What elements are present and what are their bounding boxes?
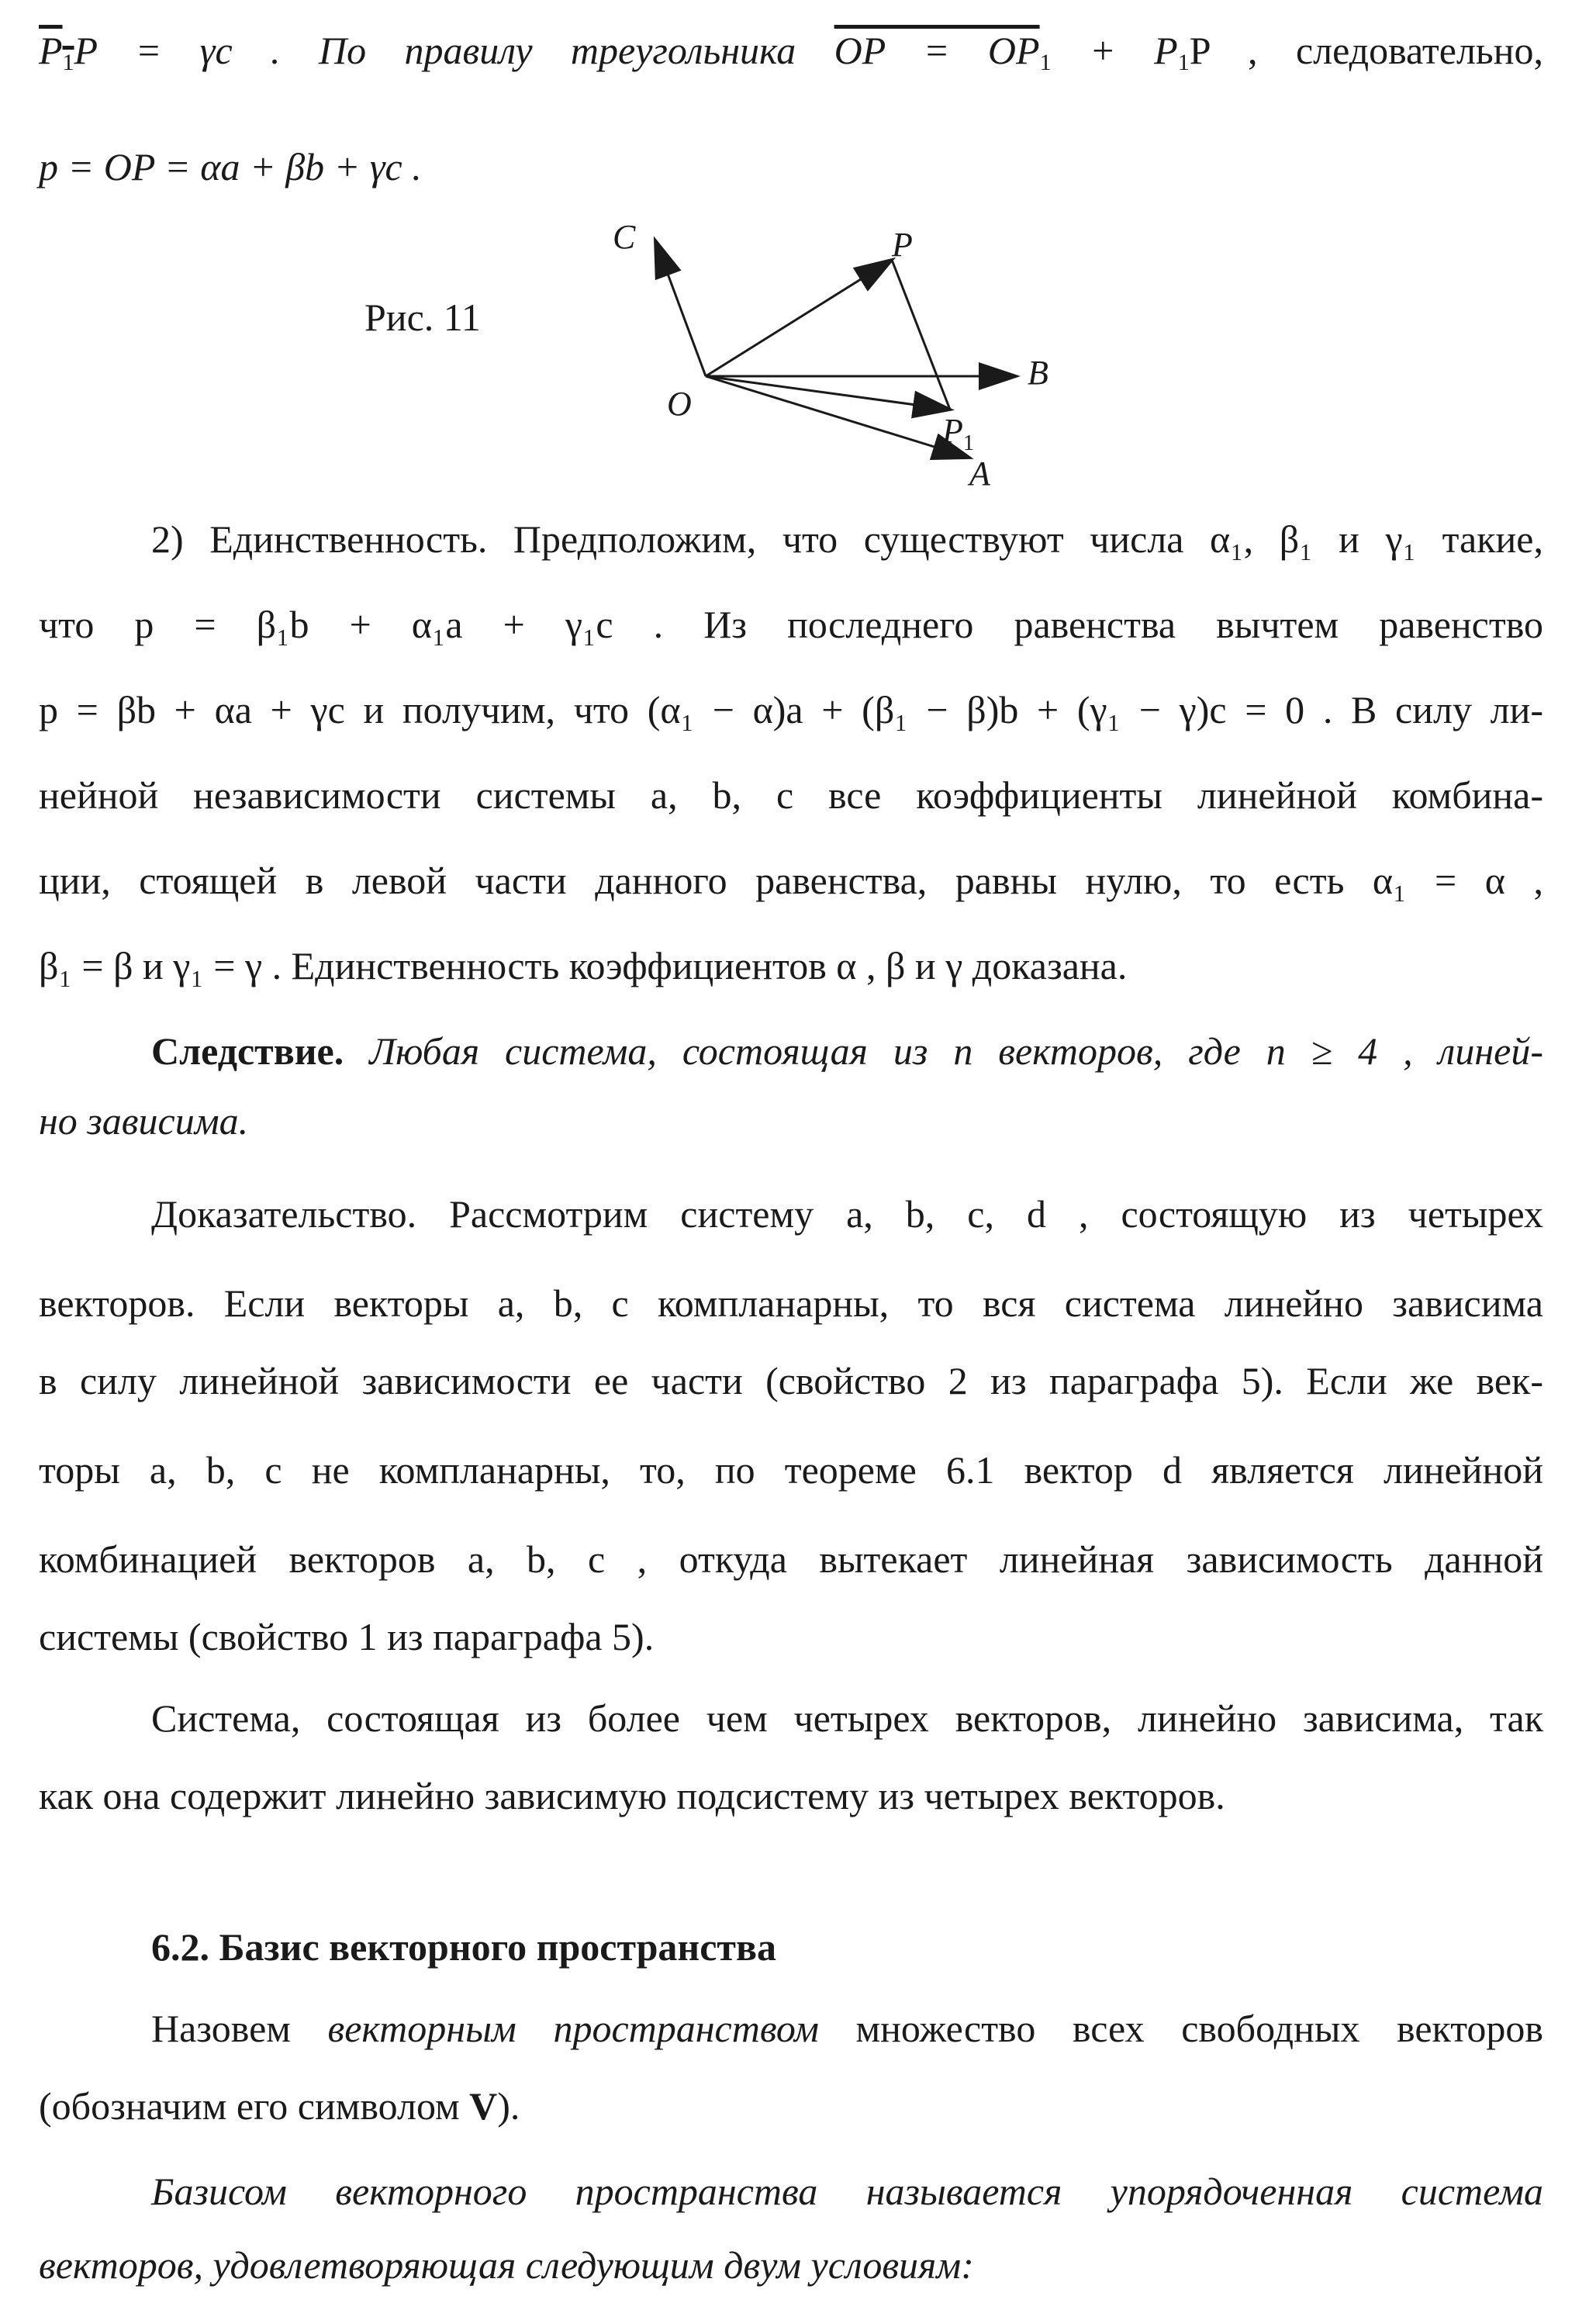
text-line-19 <box>39 2001 1543 2056</box>
label-C: C <box>613 218 636 256</box>
corollary-line-1 <box>39 1024 1543 1078</box>
text-fragment: (обозначим его символом <box>39 2084 470 2128</box>
text-line-14: торы a, b, c не компланарны, то, по теореме 6.1 вектор d является линейной <box>39 1448 1543 1492</box>
vector-OP-arrow <box>706 260 892 376</box>
text-line-20 <box>39 2079 1543 2133</box>
corollary-text: Любая система, состоящая из n векторов, где n ≥ 4 , линей- <box>344 1029 1543 1073</box>
definition-text: Базисом векторного пространства называется упорядоченная система <box>151 2170 1543 2213</box>
label-O: O <box>667 385 692 423</box>
text-line-1: $P_1P = \gamma c$ . По правилу треугольника OP = $OP_1 + P_1P$ , следовательно, <box>39 29 1543 75</box>
text-line-12: векторов. Если векторы a, b, c компланарны, то вся система линейно зависима <box>39 1281 1543 1325</box>
text-line-17: Система, состоящая из более чем четырех векторов, линейно зависима, так <box>151 1696 1543 1740</box>
corollary-text-end: но зависима. <box>39 1099 249 1143</box>
text-line-3: 2) Единственность. Предположим, что существуют числа α₁, β₁ и γ₁ такие, <box>151 517 1543 561</box>
figure-caption: Рис. 11 <box>364 296 481 339</box>
text-fragment: P , следовательно, <box>1189 29 1543 72</box>
symbol-V: V <box>469 2084 498 2128</box>
label-P1-sub: 1 <box>963 431 974 455</box>
text-line-7: ции, стоящей в левой части данного равенства, равны нулю, то есть α₁ = α , <box>39 859 1543 902</box>
corollary-label: Следствие. <box>151 1029 344 1073</box>
text-line-16: системы (свойство 1 из параграфа 5). <box>39 1615 655 1658</box>
formula-p: p = OP = αa + βb + γc . <box>39 145 422 188</box>
vector-OP1 <box>706 376 950 410</box>
label-P1: P <box>942 412 963 450</box>
text-line-15: комбинацией векторов a, b, c , откуда вытекает линейная зависимость данной <box>39 1537 1543 1581</box>
text-line-11: Доказательство. Рассмотрим систему a, b, c, d , состоящую из четырех <box>151 1192 1543 1236</box>
text-fragment: P = γc . По правилу треугольника <box>74 29 834 72</box>
text-fragment: Назовем <box>151 2007 328 2050</box>
vector-P1P-arrow <box>892 260 950 410</box>
text-line-21 <box>39 2164 1543 2218</box>
text-line-8: β₁ = β и γ₁ = γ . Единственность коэффициентов α , β и γ доказана. <box>39 944 1128 987</box>
text-fragment: множество всех свободных векторов <box>818 2007 1543 2050</box>
vector-P1P: $P_1$ <box>39 29 74 75</box>
text-fragment: + P <box>1051 29 1178 72</box>
label-P: P <box>892 226 913 264</box>
vector-OP: OP = OP <box>834 29 1040 72</box>
text-line-4: что p = β₁b + α₁a + γ₁c . Из последнего равенства вычтем равенство <box>39 603 1543 646</box>
figure-11-diagram <box>605 209 1070 489</box>
text-line-22 <box>39 2238 1543 2292</box>
corollary-line-2 <box>39 1094 1543 1148</box>
label-A: A <box>969 455 990 489</box>
text-line-18: как она содержит линейно зависимую подсистему из четырех векторов. <box>39 1774 1225 1817</box>
text-line-6: нейной независимости системы a, b, c все коэффициенты линейной комбина- <box>39 773 1543 817</box>
section-heading: 6.2. Базис векторного пространства <box>151 1925 776 1969</box>
text-line-13: в силу линейной зависимости ее части (свойство 2 из параграфа 5). Если же век- <box>39 1359 1543 1402</box>
definition-text-end: векторов, удовлетворяющая следующим двум условиям: <box>39 2243 974 2287</box>
term-vector-space: векторным пространством <box>327 2007 819 2050</box>
vector-OA <box>706 376 969 458</box>
text-line-2 <box>39 140 1543 194</box>
vector-OC <box>655 240 706 376</box>
text-fragment: ). <box>497 2084 520 2128</box>
text-line-5: p = βb + αa + γc и получим, что (α₁ − α)a + (β₁ − β)b + (γ₁ − γ)c = 0 . В силу ли- <box>39 688 1543 731</box>
label-B: B <box>1028 354 1048 392</box>
